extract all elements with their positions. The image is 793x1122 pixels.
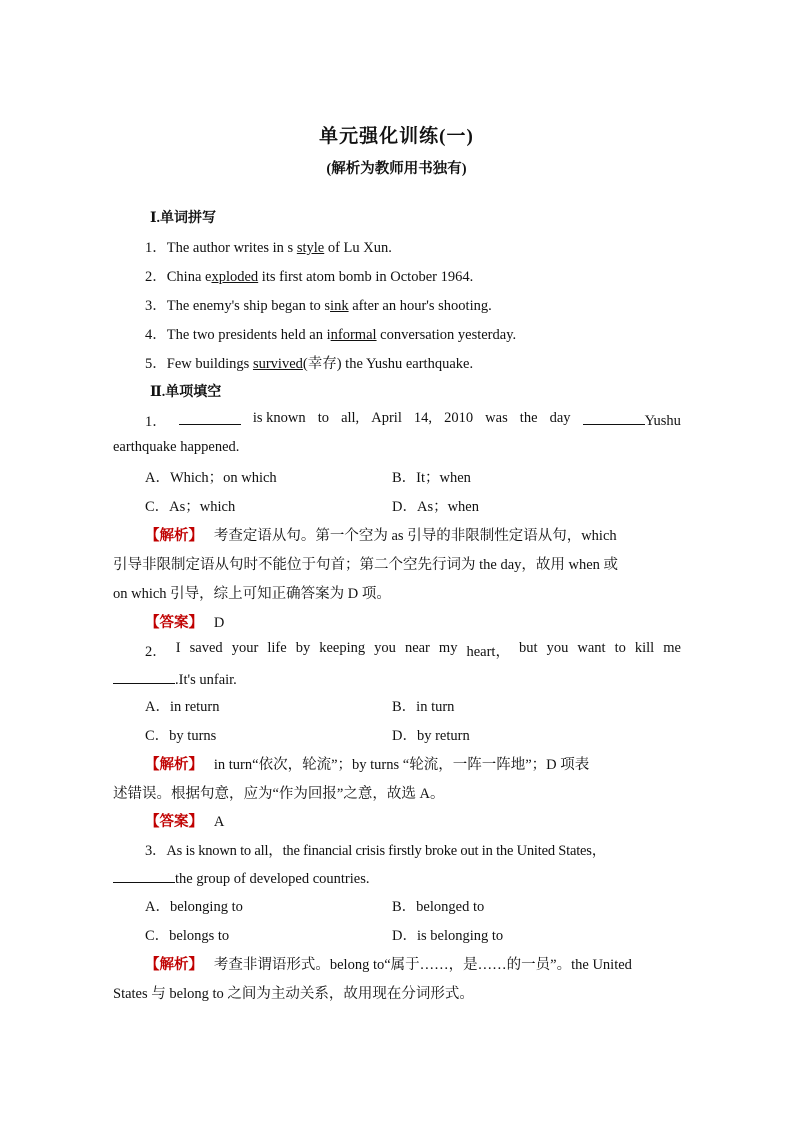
answer-1: 【答案】 D bbox=[145, 615, 225, 631]
option-a: A．Which；on which bbox=[145, 470, 277, 486]
list-item: 5．Few buildings survived(幸存) the Yushu earthquake. bbox=[145, 356, 474, 372]
option-d: D．As；when bbox=[392, 499, 479, 515]
analysis-3: 【解析】 考查非谓语形式。belong to“属于……，是……的一员”。the United bbox=[145, 957, 632, 973]
question-1-stem: 1． is known to all, April 14, 2010 was the day Yushu bbox=[145, 410, 681, 430]
option-c: C．As；which bbox=[145, 499, 236, 515]
option-a: A．in return bbox=[145, 699, 220, 715]
option-b: B．belonged to bbox=[392, 899, 485, 915]
option-d: D．is belonging to bbox=[392, 928, 504, 944]
option-c: C．by turns bbox=[145, 728, 217, 744]
section-heading-spelling: Ⅰ.单词拼写 bbox=[150, 211, 217, 226]
option-b: B．in turn bbox=[392, 699, 455, 715]
analysis-2-cont: 述错误。根据句意，应为“作为回报”之意，故选 A。 bbox=[113, 786, 445, 802]
analysis-1-cont: 引导非限制定语从句时不能位于句首；第二个空先行词为 the day，故用 when 或 bbox=[113, 557, 619, 573]
list-item: 1．The author writes in s style of Lu Xun. bbox=[145, 240, 392, 256]
page-title: 单元强化训练(一) bbox=[319, 126, 474, 147]
option-d: D．by return bbox=[392, 728, 470, 744]
analysis-1: 【解析】 考查定语从句。第一个空为 as 引导的非限制性定语从句，which bbox=[145, 528, 617, 544]
section-heading-choice: Ⅱ.单项填空 bbox=[150, 385, 222, 400]
analysis-2: 【解析】 in turn“依次，轮流”；by turns “轮流，一阵一阵地”；D 项表 bbox=[145, 757, 590, 773]
list-item: 3．The enemy's ship began to sink after an hour's shooting. bbox=[145, 298, 492, 314]
list-item: 2．China exploded its first atom bomb in October 1964. bbox=[145, 269, 474, 285]
option-a: A．belonging to bbox=[145, 899, 243, 915]
question-2-stem: 2． I saved your life by keeping you near my heart， but you want to kill me bbox=[145, 640, 681, 660]
list-item: 4．The two presidents held an informal conversation yesterday. bbox=[145, 327, 517, 343]
question-3-stem: 3．As is known to all，the financial crisis firstly broke out in the United States， bbox=[145, 843, 607, 859]
question-3-stem-cont: the group of developed countries. bbox=[113, 868, 681, 888]
option-c: C．belongs to bbox=[145, 928, 230, 944]
option-b: B．It；when bbox=[392, 470, 471, 486]
page-subtitle: (解析为教师用书独有) bbox=[326, 161, 467, 177]
analysis-3-cont: States 与 belong to 之间为主动关系，故用现在分词形式。 bbox=[113, 986, 474, 1002]
analysis-1-cont: on which 引导，综上可知正确答案为 D 项。 bbox=[113, 586, 391, 602]
answer-2: 【答案】 A bbox=[145, 814, 225, 830]
question-2-stem-cont: .It's unfair. bbox=[113, 669, 681, 689]
question-1-stem-cont: earthquake happened. bbox=[113, 439, 240, 455]
